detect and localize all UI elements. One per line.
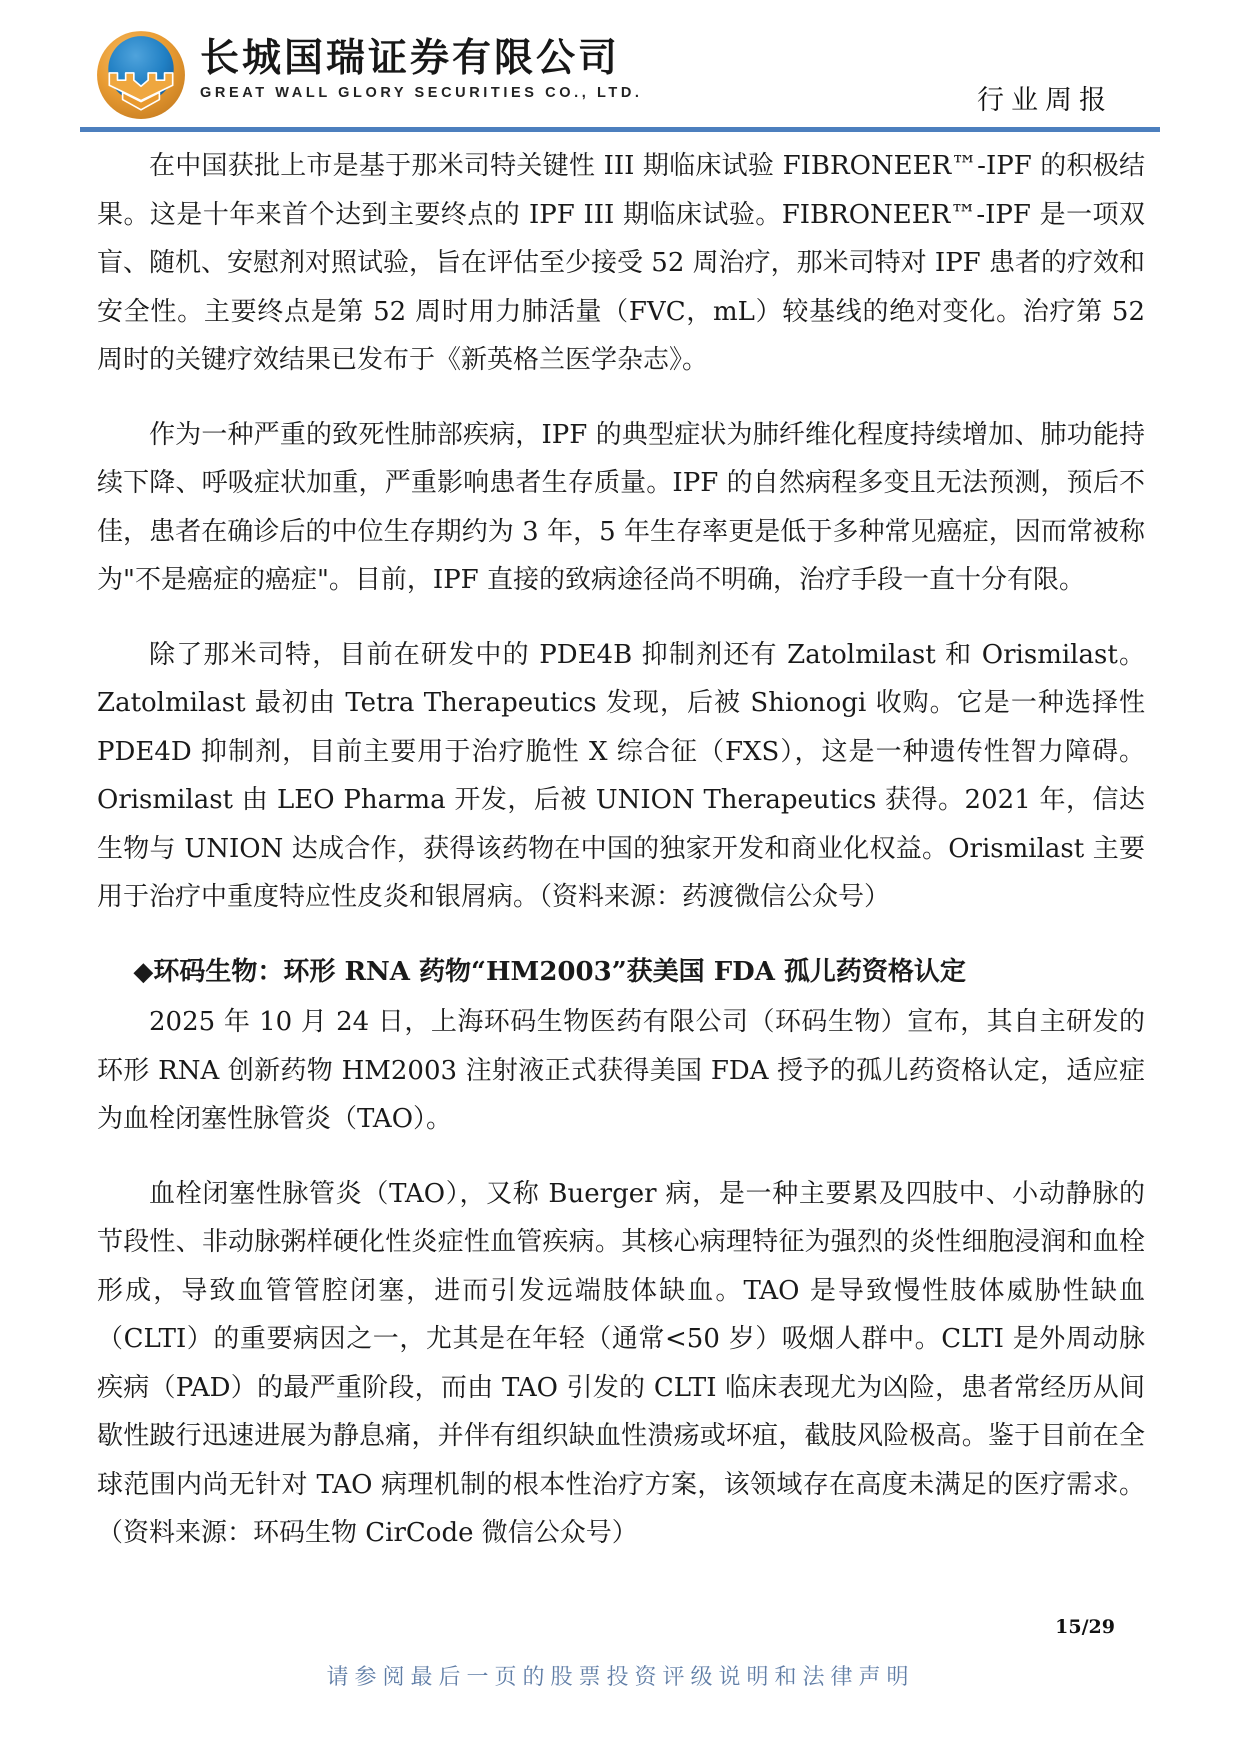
header-divider-rule: [80, 127, 1160, 132]
brand-block: [200, 38, 643, 101]
section-heading: ◆环码生物：环形 RNA 药物“HM2003”获美国 FDA 孤儿药资格认定: [133, 956, 966, 987]
page-header: [0, 0, 1241, 132]
company-logo: [95, 28, 187, 120]
body-paragraph: 除了那米司特，目前在研发中的 PDE4B 抑制剂还有 Zatolmilast 和 Orismilast。Zatolmilast 最初由 Tetra Therapeutics 发现，后被 Shionogi 收购。它是一种选择性 PDE4D 抑制剂，目前主要用于治疗脆性 X 综合征（FXS），这是一种遗传性智力障碍。Orismilast 由 LEO Pharma 开发，后被 UNION Therapeutics 获得。2021 年，信达生物与 UNION 达成合作，获得该药物在中国的独家开发和商业化权益。Orismilast 主要用于治疗中重度特应性皮炎和银屑病。（资料来源：药渡微信公众号）: [97, 639, 1145, 912]
great-wall-globe-icon: [95, 28, 187, 120]
footer-disclaimer: 请参阅最后一页的股票投资评级说明和法律声明: [326, 1665, 915, 1690]
body-paragraph: 作为一种严重的致死性肺部疾病，IPF 的典型症状为肺纤维化程度持续增加、肺功能持续下降、呼吸症状加重，严重影响患者生存质量。IPF 的自然病程多变且无法预测，预后不佳，患者在确诊后的中位生存期约为 3 年，5 年生存率更是低于多种常见癌症，因而常被称为"不是癌症的癌症"。目前，IPF 直接的致病途径尚不明确，治疗手段一直十分有限。: [97, 419, 1145, 595]
page-number: 15/29: [1055, 1616, 1115, 1638]
report-body: [97, 142, 1145, 1584]
report-type-label: 行业周报: [977, 85, 1113, 116]
body-paragraph: 血栓闭塞性脉管炎（TAO），又称 Buerger 病，是一种主要累及四肢中、小动静脉的节段性、非动脉粥样硬化性炎症性血管疾病。其核心病理特征为强烈的炎性细胞浸润和血栓形成，导致血管管腔闭塞，进而引发远端肢体缺血。TAO 是导致慢性肢体威胁性缺血（CLTI）的重要病因之一，尤其是在年轻（通常<50 岁）吸烟人群中。CLTI 是外周动脉疾病（PAD）的最严重阶段，而由 TAO 引发的 CLTI 临床表现尤为凶险，患者常经历从间歇性跛行迅速进展为静息痛，并伴有组织缺血性溃疡或坏疽，截肢风险极高。鉴于目前在全球范围内尚无针对 TAO 病理机制的根本性治疗方案，该领域存在高度未满足的医疗需求。（资料来源：环码生物 CirCode 微信公众号）: [97, 1178, 1145, 1548]
body-paragraph: 2025 年 10 月 24 日，上海环码生物医药有限公司（环码生物）宣布，其自主研发的环形 RNA 创新药物 HM2003 注射液正式获得美国 FDA 授予的孤儿药资格认定，适应症为血栓闭塞性脉管炎（TAO）。: [97, 1007, 1145, 1134]
company-name-en: GREAT WALL GLORY SECURITIES CO., LTD.: [200, 84, 643, 101]
body-paragraph: 在中国获批上市是基于那米司特关键性 III 期临床试验 FIBRONEER™-IPF 的积极结果。这是十年来首个达到主要终点的 IPF III 期临床试验。FIBRONEER™-IPF 是一项双盲、随机、安慰剂对照试验，旨在评估至少接受 52 周治疗，那米司特对 IPF 患者的疗效和安全性。主要终点是第 52 周时用力肺活量（FVC，mL）较基线的绝对变化。治疗第 52 周时的关键疗效结果已发布于《新英格兰医学杂志》。: [97, 151, 1145, 375]
company-name-cn: 长城国瑞证券有限公司: [200, 37, 621, 80]
